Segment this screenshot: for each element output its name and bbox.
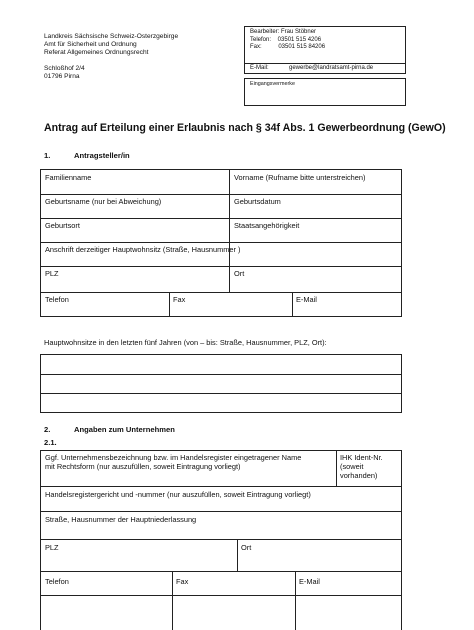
authority-block (44, 33, 178, 57)
address-field[interactable]: Anschrift derzeitiger Hauptwohnsitz (Straße, Hausnummer ) (45, 245, 241, 254)
firstname-field[interactable]: Vorname (Rufname bitte unterstreichen) (234, 173, 366, 182)
company-zip-field[interactable]: PLZ (45, 543, 59, 552)
company-name-line1: Ggf. Unternehmensbezeichnung bzw. im Handelsregister eingetragener Name (45, 453, 302, 462)
company-city-field[interactable]: Ort (241, 543, 252, 552)
company-name-line2: mit Rechtsform (nur auszufüllen, soweit Eintragung vorliegt) (45, 462, 241, 471)
section1-number: 1. (44, 151, 51, 160)
email-field[interactable]: E-Mail (296, 295, 317, 304)
nationality-field[interactable]: Staatsangehörigkeit (234, 221, 300, 230)
contact-phone: Telefon: 03501 515 4206 (250, 36, 322, 43)
applicant-table (40, 169, 402, 317)
section2-title: Angaben zum Unternehmen (74, 425, 175, 434)
company-street-field[interactable]: Straße, Hausnummer der Hauptniederlassung (45, 515, 197, 524)
birthname-field[interactable]: Geburtsname (nur bei Abweichung) (45, 197, 162, 206)
surname-field[interactable]: Familienname (45, 173, 92, 182)
residences-table[interactable] (40, 354, 402, 413)
section2-number: 2. (44, 425, 51, 434)
contact-email: gewerbe@landratsamt-pirna.de (289, 65, 374, 71)
address-city: 01796 Pirna (44, 73, 80, 80)
section1-title: Antragsteller/in (74, 151, 130, 160)
authority-line3: Referat Allgemeines Ordnungsrecht (44, 49, 149, 56)
ihk-field[interactable] (340, 453, 401, 480)
contact-box (244, 26, 406, 74)
section2-sub: 2.1. (44, 438, 57, 447)
authority-address (44, 65, 85, 81)
ihk-line2: (soweit vorhanden) (340, 462, 378, 480)
company-email-field[interactable]: E-Mail (299, 577, 320, 586)
register-field[interactable]: Handelsregistergericht und -nummer (nur auszufüllen, soweit Eintragung vorliegt) (45, 490, 311, 499)
company-phone-field[interactable]: Telefon (45, 577, 69, 586)
receipt-label: Eingangsvermerke (250, 81, 295, 87)
zip-field[interactable]: PLZ (45, 269, 59, 278)
birthdate-field[interactable]: Geburtsdatum (234, 197, 281, 206)
city-field[interactable]: Ort (234, 269, 245, 278)
company-contact-row (40, 572, 402, 630)
birthplace-field[interactable]: Geburtsort (45, 221, 80, 230)
phone-field[interactable]: Telefon (45, 295, 69, 304)
form-title: Antrag auf Erteilung einer Erlaubnis nach § 34f Abs. 1 Gewerbeordnung (GewO) (44, 122, 446, 134)
contact-divider (245, 63, 405, 64)
contact-clerk: Bearbeiter: Frau Stöbner (250, 29, 317, 35)
authority-line1: Landkreis Sächsische Schweiz-Osterzgebirge (44, 33, 179, 40)
address-street: Schloßhof 2/4 (44, 65, 85, 72)
authority-line2: Amt für Sicherheit und Ordnung (44, 41, 137, 48)
email-label: E-Mail: (250, 65, 269, 71)
receipt-box[interactable] (244, 78, 406, 106)
company-fax-field[interactable]: Fax (176, 577, 189, 586)
residences-label: Hauptwohnsitze in den letzten fünf Jahren (von – bis: Straße, Hausnummer, PLZ, Ort): (44, 338, 327, 347)
ihk-line1: IHK Ident-Nr. (340, 453, 383, 462)
company-name-field[interactable] (45, 453, 301, 471)
contact-fax: Fax: 03501 515 84206 (250, 44, 326, 50)
fax-field[interactable]: Fax (173, 295, 186, 304)
